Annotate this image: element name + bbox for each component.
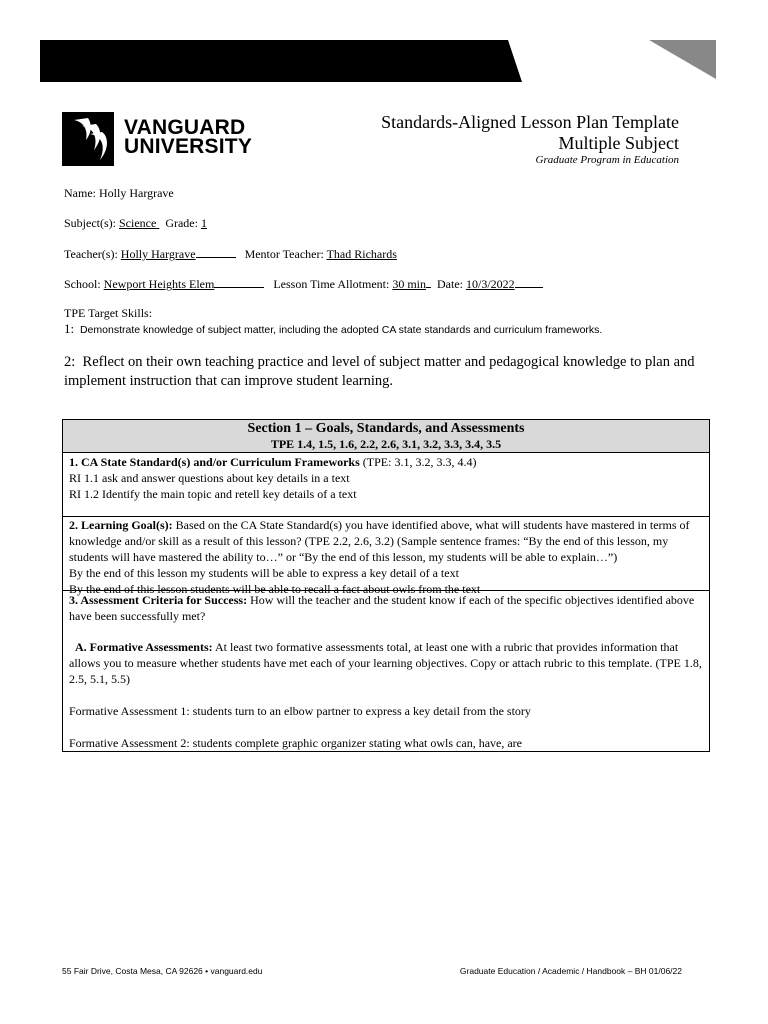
standard-2: RI 1.2 Identify the main topic and retell key details of a text <box>69 487 357 501</box>
teacher-value: Holly Hargrave <box>120 247 196 261</box>
grade-value: 1 <box>200 216 207 230</box>
date-value: 10/3/2022 <box>466 277 515 291</box>
document-title: Standards-Aligned Lesson Plan Template <box>381 112 679 132</box>
logo-line1: VANGUARD <box>124 116 246 139</box>
footer-address: 55 Fair Drive, Costa Mesa, CA 92626 • vanguard.edu <box>62 966 263 976</box>
mentor-label: Mentor Teacher: <box>244 247 327 261</box>
grade-label: Grade: <box>165 216 201 230</box>
header-gray-triangle <box>649 40 716 79</box>
teacher-label: Teacher(s): <box>64 247 121 261</box>
goals-prompt: Based on the CA State Standard(s) you have identified above, what will students have mastered in terms of knowledge and/or skill as a result of this lesson? (TPE 2.2, 2.6, 3.2) (Sample sentence frames: “By the end of this lesson, my students will have mastered the ability to…” or “By the end of this lesson, my students will be able to explain…”) <box>69 518 690 564</box>
goal-1: By the end of this lesson my students will be able to express a key detail of a text <box>69 566 459 580</box>
date-label: Date: <box>437 277 467 291</box>
section-1-header <box>63 420 709 453</box>
formative-assessment-2: Formative Assessment 2: students complete graphic organizer stating what owls can, have, are <box>69 736 522 750</box>
goal-2: By the end of this lesson students will be able to recall a fact about owls from the text <box>69 582 481 596</box>
assessment-criteria-cell <box>63 591 709 751</box>
logo-line2: UNIVERSITY <box>124 135 253 158</box>
tpe-skill-2-text: Reflect on their own teaching practice and level of subject matter and pedagogical knowledge to plan and implement instruction that can improve student learning. <box>64 354 695 389</box>
vanguard-logo-text <box>124 118 252 156</box>
tpe-heading: TPE Target Skills: <box>64 306 153 320</box>
subject-label: Subject(s): <box>64 216 119 230</box>
vanguard-logo-icon <box>62 112 114 166</box>
footer-document-id: Graduate Education / Academic / Handbook – BH 01/06/22 <box>459 966 682 976</box>
mentor-value: Thad Richards <box>326 247 397 261</box>
section-1-title: Section 1 – Goals, Standards, and Assessments <box>247 421 525 436</box>
tpe-skill-2-number: 2: <box>64 354 76 370</box>
formative-prompt: At least two formative assessments total, at least one with a rubric that provides information that allows you to measure whether students have met each of your learning objectives. Copy or attach rubric to this template. (TPE 1.8, 2.5, 5.1, 5.5) <box>69 640 702 686</box>
standards-cell <box>63 453 709 517</box>
allotment-value: 30 min <box>392 277 427 291</box>
learning-goals-cell <box>63 517 709 596</box>
name-line <box>64 186 174 201</box>
program-subtitle: Graduate Program in Education <box>535 154 679 166</box>
teacher-line <box>64 246 397 262</box>
tpe-skill-1 <box>64 321 602 337</box>
standards-heading: 1. CA State Standard(s) and/or Curriculum Frameworks <box>69 455 360 469</box>
criteria-heading: 3. Assessment Criteria for Success: <box>69 593 248 607</box>
school-label: School: <box>64 277 104 291</box>
formative-assessment-1: Formative Assessment 1: students turn to an elbow partner to express a key detail from the story <box>69 704 531 718</box>
tpe-skill-1-text: Demonstrate knowledge of subject matter, including the adopted CA state standards and curriculum frameworks. <box>79 324 603 336</box>
allotment-label: Lesson Time Allotment: <box>273 277 393 291</box>
document-subject-title: Multiple Subject <box>558 133 679 153</box>
tpe-skill-2 <box>64 353 714 391</box>
section-1-table <box>62 419 710 752</box>
criteria-prompt: How will the teacher and the student know if each of the specific objectives identified above have been successfully met? <box>69 593 695 623</box>
formative-heading: A. Formative Assessments: <box>75 640 213 654</box>
subject-line <box>64 216 207 231</box>
standards-tpe: (TPE: 3.1, 3.2, 3.3, 4.4) <box>359 455 477 469</box>
school-value: Newport Heights Elem <box>103 277 215 291</box>
subject-value: Science <box>119 216 157 230</box>
standard-1: RI 1.1 ask and answer questions about key details in a text <box>69 471 350 485</box>
name-value: Holly Hargrave <box>99 186 174 200</box>
name-label: Name: <box>64 186 99 200</box>
goals-heading: 2. Learning Goal(s): <box>69 518 173 532</box>
tpe-skill-1-number: 1: <box>64 321 75 336</box>
header-black-bar <box>40 40 522 82</box>
school-line <box>64 276 543 292</box>
section-1-tpe: TPE 1.4, 1.5, 1.6, 2.2, 2.6, 3.1, 3.2, 3.3, 3.4, 3.5 <box>270 437 502 451</box>
